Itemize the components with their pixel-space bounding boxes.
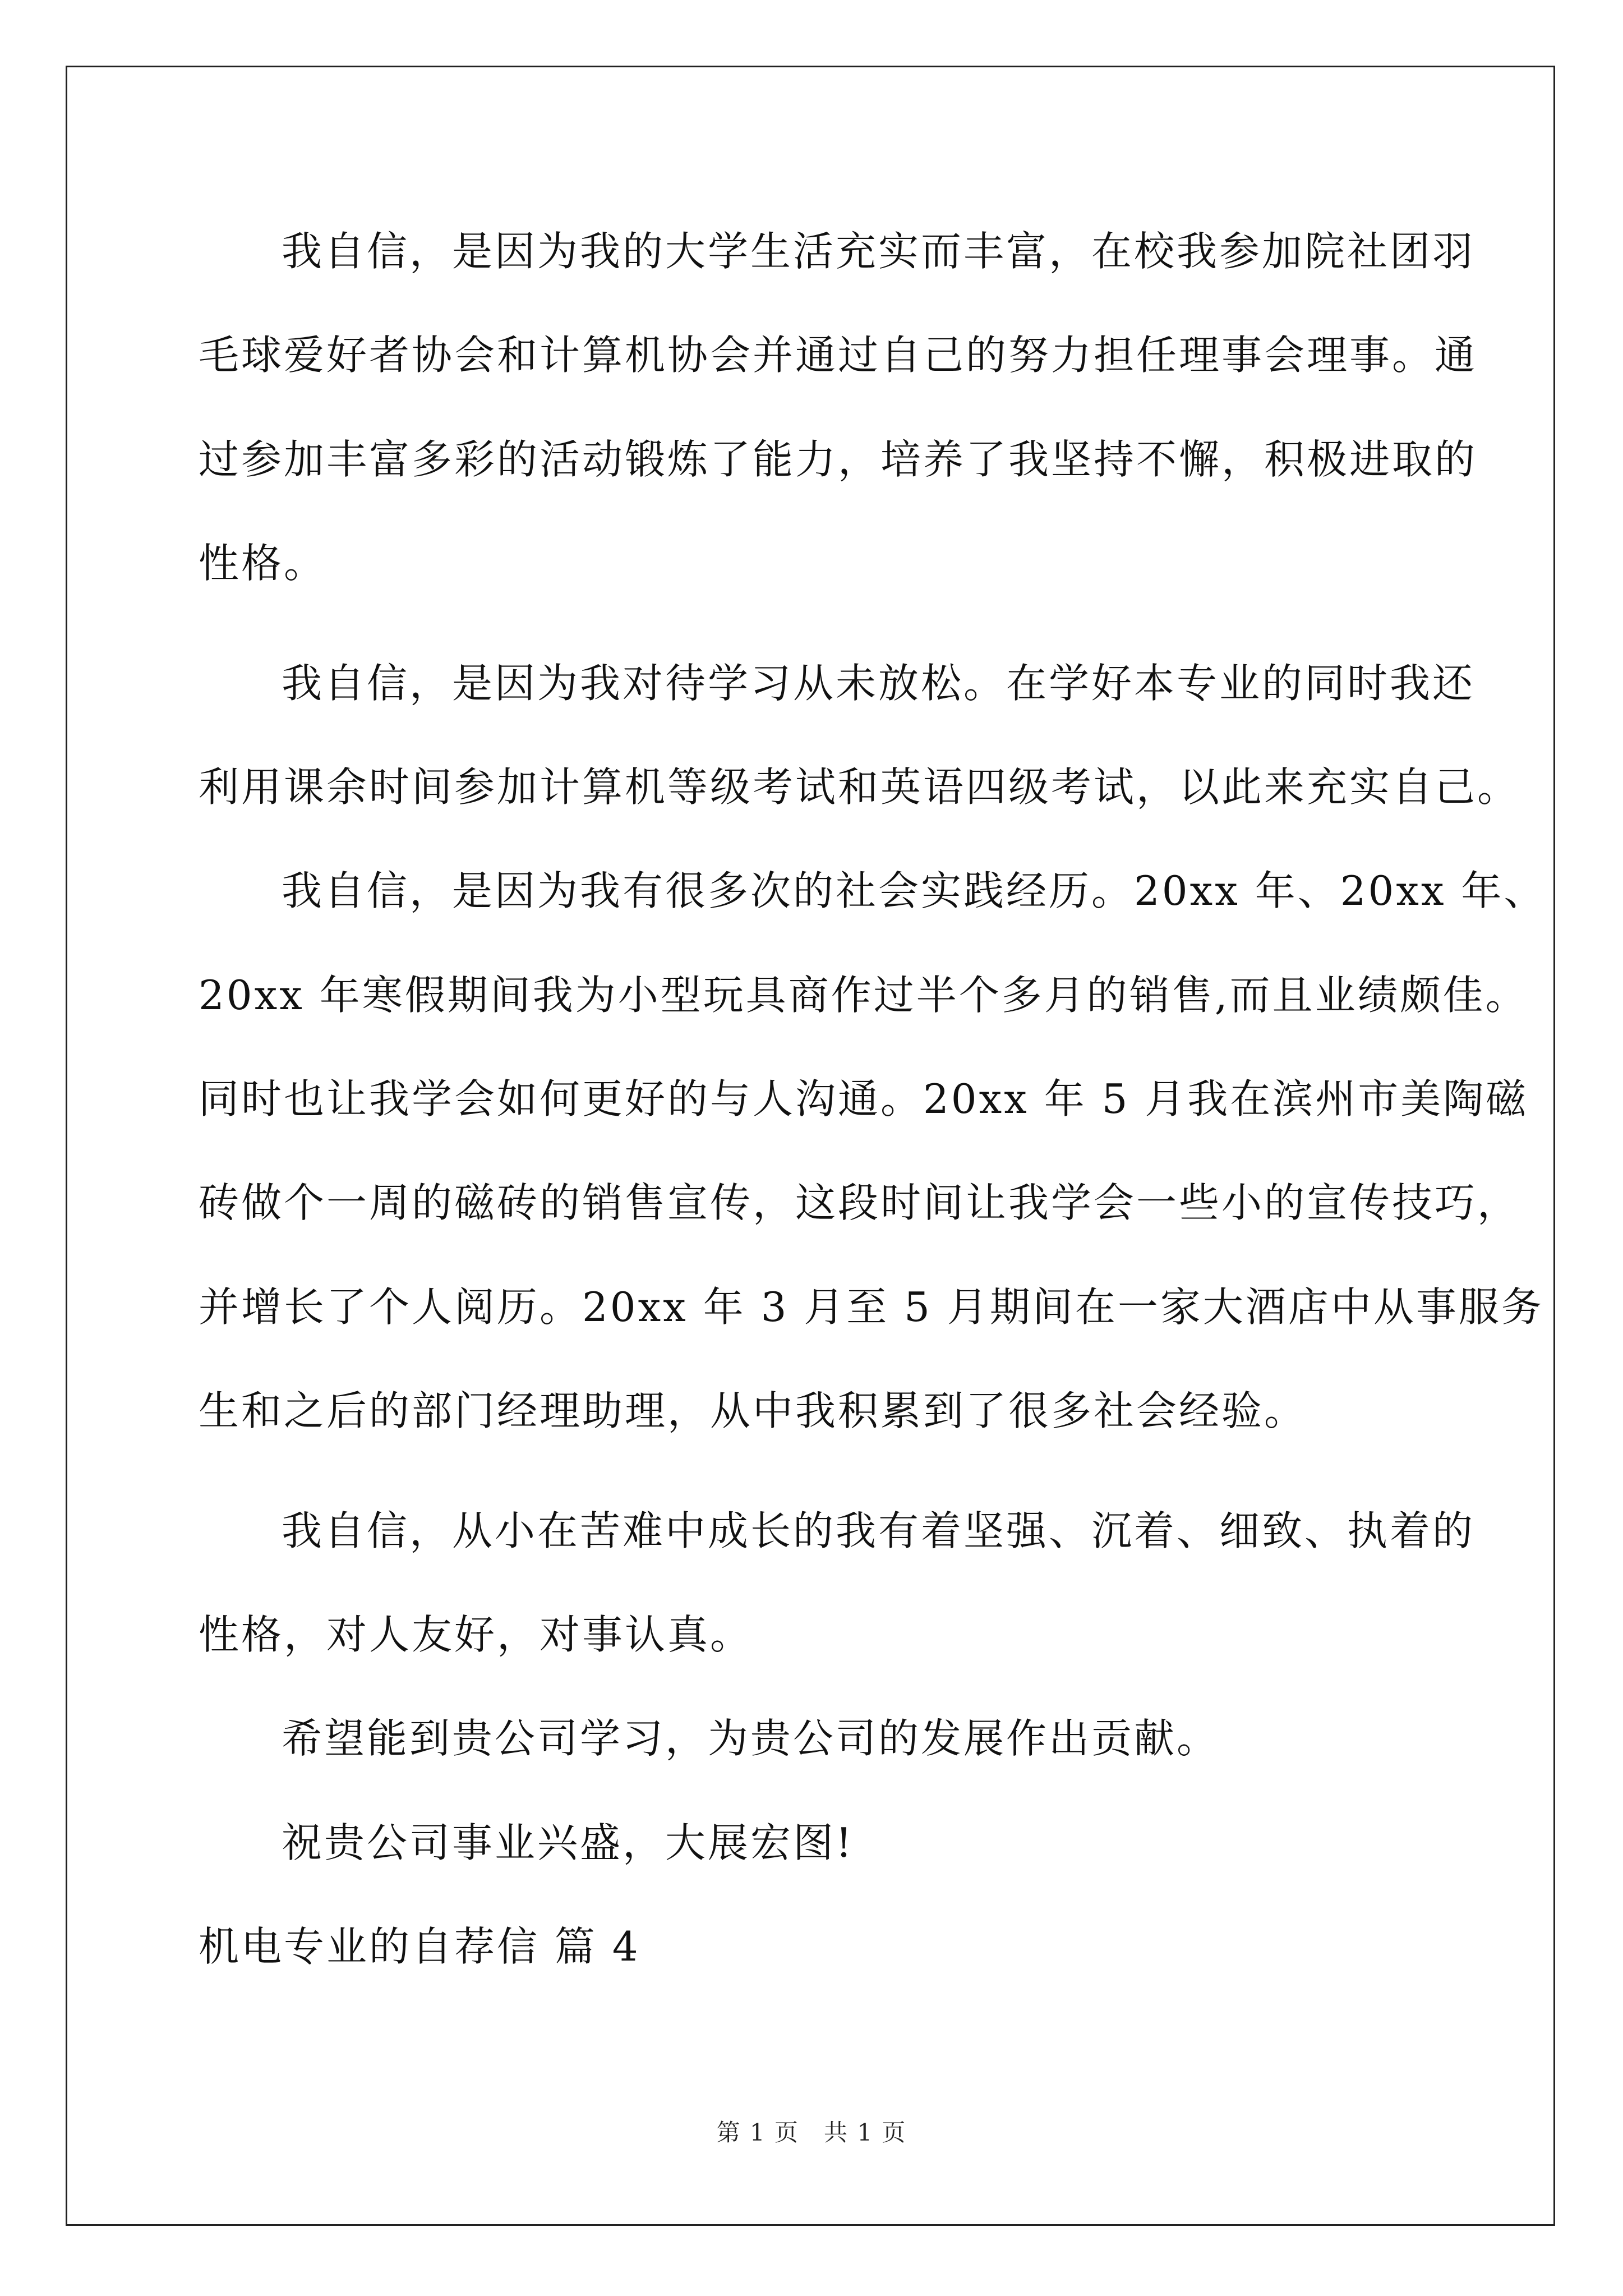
page-footer: 第 1 页 共 1 页 [716,2119,907,2146]
text-line: 同时也让我学会如何更好的与人沟通。20xx 年 5 月我在滨州市美陶磁 [199,1075,1529,1122]
text-line: 我自信，从小在苦难中成长的我有着坚强、沉着、细致、执着的 [282,1507,1476,1554]
text-line: 砖做个一周的磁砖的销售宣传，这段时间让我学会一些小的宣传技巧， [199,1179,1520,1226]
text-line: 我自信，是因为我对待学习从未放松。在学好本专业的同时我还 [282,660,1476,707]
text-line: 性格。 [199,540,327,587]
text-line: 性格，对人友好，对事认真。 [199,1611,753,1658]
text-line: 利用课余时间参加计算机等级考试和英语四级考试，以此来充实自己。 [199,763,1520,811]
text-line: 并增长了个人阅历。20xx 年 3 月至 5 月期间在一家大酒店中从事服务 [199,1283,1544,1331]
text-line: 我自信，是因为我有很多次的社会实践经历。20xx 年、20xx 年、 [282,867,1547,914]
text-line: 希望能到贵公司学习，为贵公司的发展作出贡献。 [282,1715,1220,1762]
page-frame [66,66,1555,2226]
text-line: 毛球爱好者协会和计算机协会并通过自己的努力担任理事会理事。通 [199,332,1478,379]
section-heading: 机电专业的自荐信 篇 4 [199,1923,640,1970]
text-line: 过参加丰富多彩的活动锻炼了能力，培养了我坚持不懈，积极进取的 [199,436,1478,483]
text-line: 20xx 年寒假期间我为小型玩具商作过半个多月的销售,而且业绩颇佳。 [199,972,1528,1019]
text-line: 祝贵公司事业兴盛，大展宏图! [282,1819,854,1866]
text-line: 生和之后的部门经理助理，从中我积累到了很多社会经验。 [199,1387,1307,1434]
text-line: 我自信，是因为我的大学生活充实而丰富，在校我参加院社团羽 [282,228,1476,275]
